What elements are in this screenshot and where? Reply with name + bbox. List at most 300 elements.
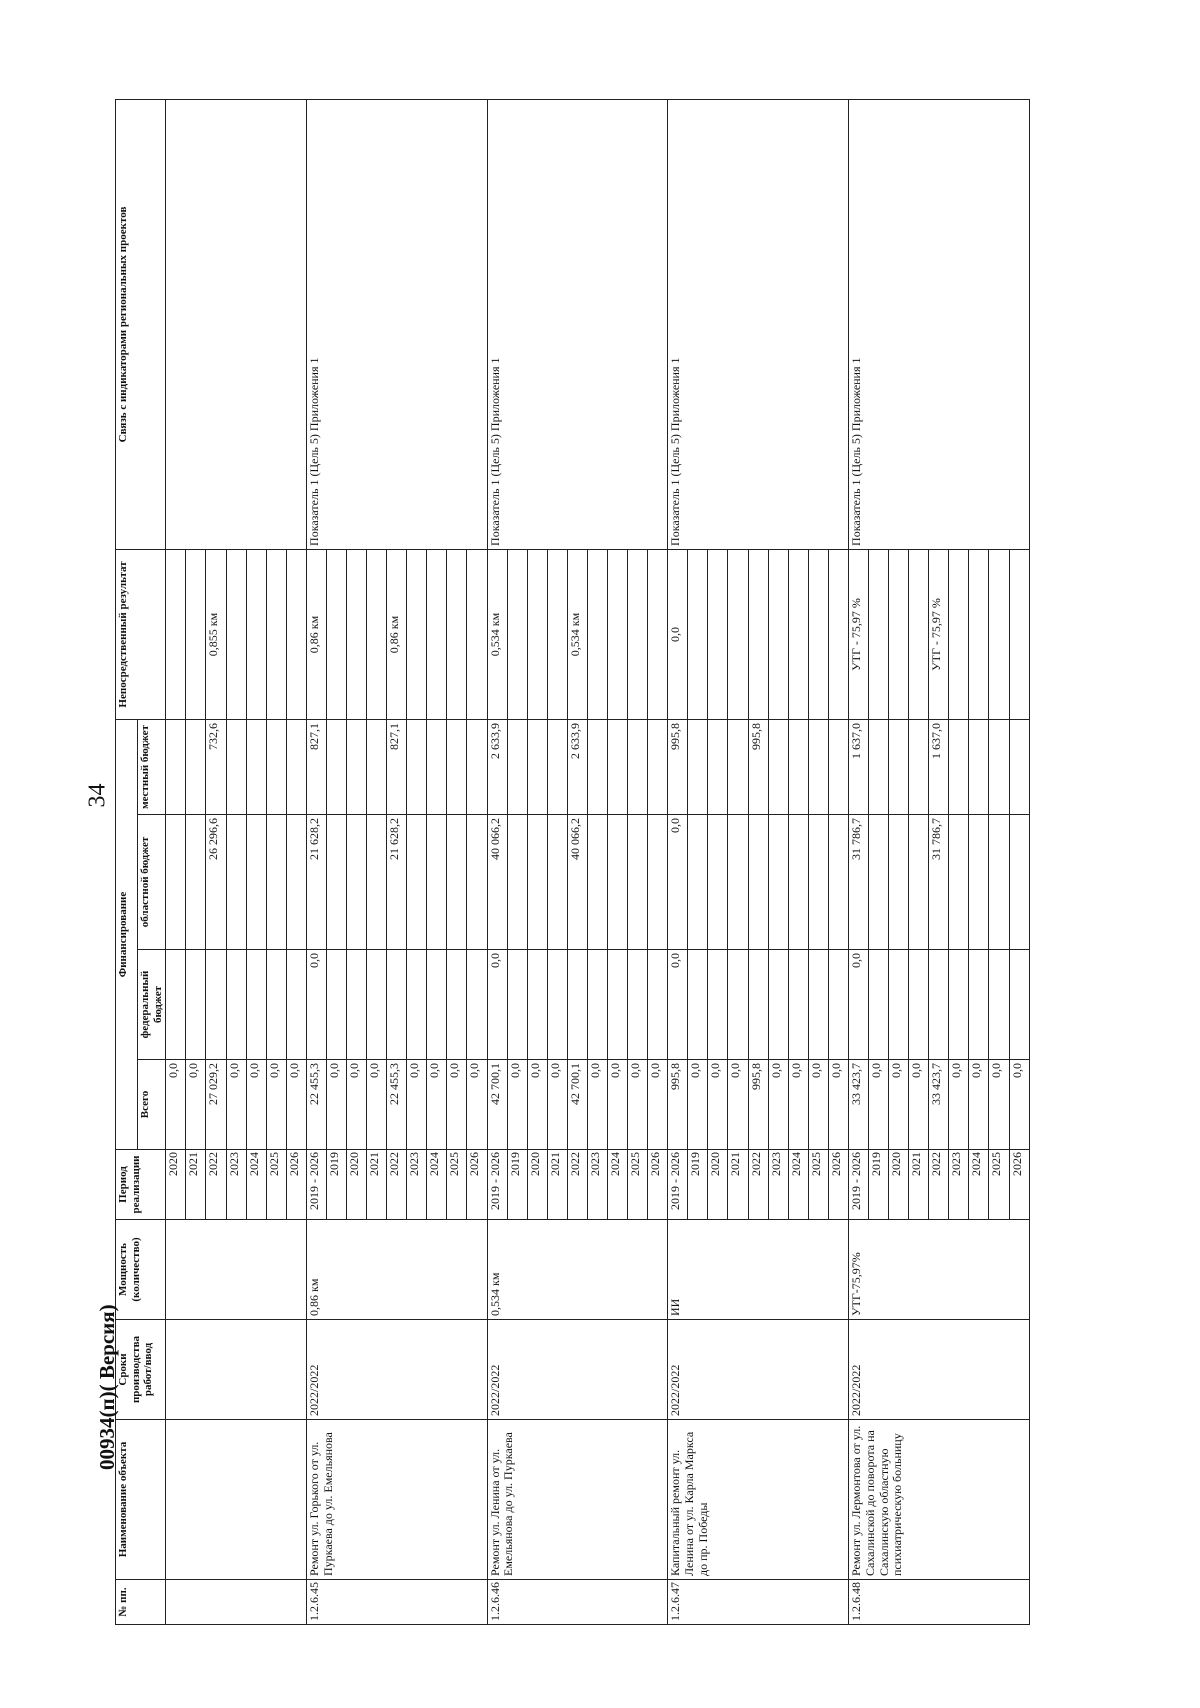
- object-regional-cell: 0,0: [668, 815, 688, 950]
- object-period-cell: 2019 - 2026: [668, 1150, 688, 1220]
- object-total-cell: 22 455,3: [306, 1060, 326, 1150]
- object-local-cell: 995,8: [668, 719, 688, 814]
- year-cell: 2025: [989, 1150, 1009, 1220]
- regional-cell: [1009, 815, 1029, 950]
- object-federal-cell: 0,0: [668, 950, 688, 1060]
- header-financing: Финансирование: [116, 719, 138, 1149]
- year-cell: 2021: [186, 1150, 206, 1220]
- regional-cell: [889, 815, 909, 950]
- result-cell: [869, 549, 889, 719]
- regional-cell: [989, 815, 1009, 950]
- federal-cell: [909, 950, 929, 1060]
- total-cell: 0,0: [869, 1060, 889, 1150]
- result-cell: [949, 549, 969, 719]
- federal-cell: [246, 950, 266, 1060]
- object-period-cell: 2019 - 2026: [487, 1150, 507, 1220]
- object-period-cell: 2019 - 2026: [848, 1150, 868, 1220]
- table-row: [166, 99, 186, 1624]
- cont-capacity-cell: [166, 1220, 307, 1320]
- result-cell: [507, 549, 527, 719]
- regional-cell: [186, 815, 206, 950]
- result-cell: [788, 549, 808, 719]
- regional-cell: [507, 815, 527, 950]
- local-cell: [427, 719, 447, 814]
- federal-cell: [949, 950, 969, 1060]
- local-cell: [969, 719, 989, 814]
- local-cell: [326, 719, 346, 814]
- regional-cell: [869, 815, 889, 950]
- local-cell: [226, 719, 246, 814]
- regional-cell: [828, 815, 848, 950]
- federal-cell: [186, 950, 206, 1060]
- regional-cell: [768, 815, 788, 950]
- federal-cell: [587, 950, 607, 1060]
- local-cell: [547, 719, 567, 814]
- regional-cell: [788, 815, 808, 950]
- header-period: Период реализации: [116, 1150, 166, 1220]
- object-result-cell: 0,0: [668, 549, 688, 719]
- year-cell: 2024: [246, 1150, 266, 1220]
- regional-cell: [266, 815, 286, 950]
- result-cell: 0,86 км: [387, 549, 407, 719]
- total-cell: 0,0: [648, 1060, 668, 1150]
- object-regional-cell: 40 066,2: [487, 815, 507, 950]
- total-cell: 0,0: [989, 1060, 1009, 1150]
- federal-cell: [929, 950, 949, 1060]
- header-regional: областной бюджет: [138, 815, 166, 950]
- federal-cell: [547, 950, 567, 1060]
- object-terms-cell: 2022/2022: [848, 1320, 1029, 1420]
- total-cell: 0,0: [447, 1060, 467, 1150]
- local-cell: [507, 719, 527, 814]
- local-cell: [447, 719, 467, 814]
- result-cell: [427, 549, 447, 719]
- object-local-cell: 827,1: [306, 719, 326, 814]
- regional-cell: [748, 815, 768, 950]
- federal-cell: [206, 950, 226, 1060]
- year-cell: 2022: [748, 1150, 768, 1220]
- federal-cell: [427, 950, 447, 1060]
- year-cell: 2025: [808, 1150, 828, 1220]
- total-cell: 0,0: [226, 1060, 246, 1150]
- federal-cell: [507, 950, 527, 1060]
- page-number: 34: [84, 783, 111, 808]
- object-federal-cell: 0,0: [487, 950, 507, 1060]
- federal-cell: [467, 950, 487, 1060]
- regional-cell: 31 786,7: [929, 815, 949, 950]
- result-cell: [1009, 549, 1029, 719]
- object-capacity-cell: 0,534 км: [487, 1220, 668, 1320]
- result-cell: [407, 549, 427, 719]
- federal-cell: [367, 950, 387, 1060]
- local-cell: 827,1: [387, 719, 407, 814]
- federal-cell: [608, 950, 628, 1060]
- regional-cell: 26 296,6: [206, 815, 226, 950]
- cont-name-cell: [166, 1420, 307, 1580]
- federal-cell: [447, 950, 467, 1060]
- header-result: Непосредственный результат: [116, 549, 166, 719]
- object-name-cell: Капитальный ремонт ул. Ленина от ул. Карла Маркса до пр. Победы: [668, 1420, 849, 1580]
- local-cell: [246, 719, 266, 814]
- result-cell: [828, 549, 848, 719]
- object-total-cell: 995,8: [668, 1060, 688, 1150]
- result-cell: [708, 549, 728, 719]
- header-name: Наименование объекта: [116, 1420, 166, 1580]
- federal-cell: [1009, 950, 1029, 1060]
- regional-cell: [708, 815, 728, 950]
- regional-cell: [166, 815, 186, 950]
- federal-cell: [346, 950, 366, 1060]
- regional-cell: [688, 815, 708, 950]
- total-cell: 0,0: [266, 1060, 286, 1150]
- result-cell: [246, 549, 266, 719]
- result-cell: [989, 549, 1009, 719]
- year-cell: 2020: [166, 1150, 186, 1220]
- result-cell: [527, 549, 547, 719]
- total-cell: 0,0: [969, 1060, 989, 1150]
- regional-cell: [226, 815, 246, 950]
- total-cell: 0,0: [768, 1060, 788, 1150]
- year-cell: 2024: [788, 1150, 808, 1220]
- year-cell: 2026: [828, 1150, 848, 1220]
- table-row: [306, 99, 326, 1624]
- regional-cell: [587, 815, 607, 950]
- local-cell: [949, 719, 969, 814]
- regional-cell: [326, 815, 346, 950]
- local-cell: [587, 719, 607, 814]
- table-body: [166, 99, 1030, 1624]
- regional-cell: [286, 815, 306, 950]
- local-cell: [286, 719, 306, 814]
- total-cell: 0,0: [527, 1060, 547, 1150]
- table-row: [487, 99, 507, 1624]
- year-cell: 2023: [226, 1150, 246, 1220]
- year-cell: 2021: [367, 1150, 387, 1220]
- federal-cell: [869, 950, 889, 1060]
- result-cell: [346, 549, 366, 719]
- regional-cell: [346, 815, 366, 950]
- local-cell: [367, 719, 387, 814]
- federal-cell: [808, 950, 828, 1060]
- year-cell: 2023: [587, 1150, 607, 1220]
- result-cell: [648, 549, 668, 719]
- header-num: № пп.: [116, 1580, 166, 1625]
- total-cell: 0,0: [326, 1060, 346, 1150]
- result-cell: [768, 549, 788, 719]
- total-cell: 0,0: [949, 1060, 969, 1150]
- year-cell: 2019: [507, 1150, 527, 1220]
- year-cell: 2026: [648, 1150, 668, 1220]
- regional-cell: [808, 815, 828, 950]
- result-cell: [909, 549, 929, 719]
- table-row: [848, 99, 868, 1624]
- year-cell: 2023: [949, 1150, 969, 1220]
- regional-cell: [728, 815, 748, 950]
- year-cell: 2021: [909, 1150, 929, 1220]
- total-cell: 0,0: [587, 1060, 607, 1150]
- regional-cell: [608, 815, 628, 950]
- federal-cell: [708, 950, 728, 1060]
- local-cell: [467, 719, 487, 814]
- object-capacity-cell: 0,86 км: [306, 1220, 487, 1320]
- object-num-cell: 1.2.6.46: [487, 1580, 668, 1625]
- result-cell: [889, 549, 909, 719]
- local-cell: [407, 719, 427, 814]
- object-result-cell: 0,534 км: [487, 549, 507, 719]
- year-cell: 2024: [427, 1150, 447, 1220]
- object-terms-cell: 2022/2022: [668, 1320, 849, 1420]
- federal-cell: [648, 950, 668, 1060]
- local-cell: 732,6: [206, 719, 226, 814]
- total-cell: 0,0: [608, 1060, 628, 1150]
- result-cell: [688, 549, 708, 719]
- object-name-cell: Ремонт ул. Лермонтова от ул. Сахалинской до поворота на Сахалинскую областную психиатрическую больницу: [848, 1420, 1029, 1580]
- object-link-cell: Показатель 1 (Цель 5) Приложения 1: [487, 99, 668, 549]
- regional-cell: [407, 815, 427, 950]
- result-cell: [286, 549, 306, 719]
- regional-cell: [447, 815, 467, 950]
- table-row: [668, 99, 688, 1624]
- regional-cell: 40 066,2: [567, 815, 587, 950]
- total-cell: 0,0: [808, 1060, 828, 1150]
- total-cell: 0,0: [547, 1060, 567, 1150]
- result-cell: [587, 549, 607, 719]
- local-cell: [788, 719, 808, 814]
- year-cell: 2019: [869, 1150, 889, 1220]
- result-cell: [326, 549, 346, 719]
- result-cell: [808, 549, 828, 719]
- object-link-cell: Показатель 1 (Цель 5) Приложения 1: [306, 99, 487, 549]
- header-local: местный бюджет: [138, 719, 166, 814]
- regional-cell: [969, 815, 989, 950]
- object-total-cell: 33 423,7: [848, 1060, 868, 1150]
- regional-cell: [467, 815, 487, 950]
- total-cell: 995,8: [748, 1060, 768, 1150]
- regional-cell: [246, 815, 266, 950]
- result-cell: [467, 549, 487, 719]
- year-cell: 2024: [608, 1150, 628, 1220]
- local-cell: 1 637,0: [929, 719, 949, 814]
- year-cell: 2021: [547, 1150, 567, 1220]
- object-num-cell: 1.2.6.47: [668, 1580, 849, 1625]
- local-cell: [828, 719, 848, 814]
- federal-cell: [728, 950, 748, 1060]
- regional-cell: [547, 815, 567, 950]
- total-cell: 0,0: [346, 1060, 366, 1150]
- result-cell: [547, 549, 567, 719]
- local-cell: [768, 719, 788, 814]
- total-cell: 0,0: [708, 1060, 728, 1150]
- total-cell: 0,0: [889, 1060, 909, 1150]
- result-cell: [608, 549, 628, 719]
- total-cell: 0,0: [688, 1060, 708, 1150]
- object-total-cell: 42 700,1: [487, 1060, 507, 1150]
- header-total: Всего: [138, 1060, 166, 1150]
- total-cell: 0,0: [909, 1060, 929, 1150]
- local-cell: [869, 719, 889, 814]
- local-cell: [989, 719, 1009, 814]
- year-cell: 2025: [628, 1150, 648, 1220]
- local-cell: [889, 719, 909, 814]
- local-cell: [909, 719, 929, 814]
- federal-cell: [889, 950, 909, 1060]
- local-cell: [266, 719, 286, 814]
- result-cell: 0,534 км: [567, 549, 587, 719]
- federal-cell: [628, 950, 648, 1060]
- object-capacity-cell: ИИ: [668, 1220, 849, 1320]
- federal-cell: [748, 950, 768, 1060]
- year-cell: 2020: [346, 1150, 366, 1220]
- total-cell: 0,0: [367, 1060, 387, 1150]
- federal-cell: [788, 950, 808, 1060]
- year-cell: 2022: [387, 1150, 407, 1220]
- year-cell: 2022: [567, 1150, 587, 1220]
- object-regional-cell: 21 628,2: [306, 815, 326, 950]
- total-cell: 0,0: [407, 1060, 427, 1150]
- federal-cell: [989, 950, 1009, 1060]
- federal-cell: [226, 950, 246, 1060]
- cont-num-cell: [166, 1580, 307, 1625]
- document-version: 00934(п)( Версия): [95, 1304, 119, 1470]
- result-cell: УТГ - 75,97 %: [929, 549, 949, 719]
- result-cell: [186, 549, 206, 719]
- total-cell: 0,0: [246, 1060, 266, 1150]
- regional-cell: [367, 815, 387, 950]
- total-cell: 0,0: [628, 1060, 648, 1150]
- year-cell: 2023: [407, 1150, 427, 1220]
- object-terms-cell: 2022/2022: [487, 1320, 668, 1420]
- object-link-cell: Показатель 1 (Цель 5) Приложения 1: [848, 99, 1029, 549]
- year-cell: 2024: [969, 1150, 989, 1220]
- year-cell: 2020: [527, 1150, 547, 1220]
- year-cell: 2022: [929, 1150, 949, 1220]
- total-cell: 0,0: [507, 1060, 527, 1150]
- year-cell: 2019: [688, 1150, 708, 1220]
- regional-cell: [628, 815, 648, 950]
- total-cell: 0,0: [828, 1060, 848, 1150]
- cont-link-cell: [166, 99, 307, 549]
- federal-cell: [266, 950, 286, 1060]
- header-terms: Сроки производства работ/ввод: [116, 1320, 166, 1420]
- total-cell: 0,0: [186, 1060, 206, 1150]
- financing-table: [115, 99, 1030, 1625]
- local-cell: [628, 719, 648, 814]
- total-cell: 27 029,2: [206, 1060, 226, 1150]
- year-cell: 2021: [728, 1150, 748, 1220]
- result-cell: [166, 549, 186, 719]
- object-num-cell: 1.2.6.45: [306, 1580, 487, 1625]
- result-cell: 0,855 км: [206, 549, 226, 719]
- local-cell: [808, 719, 828, 814]
- federal-cell: [527, 950, 547, 1060]
- result-cell: [447, 549, 467, 719]
- federal-cell: [969, 950, 989, 1060]
- result-cell: [367, 549, 387, 719]
- result-cell: [748, 549, 768, 719]
- regional-cell: [909, 815, 929, 950]
- local-cell: [346, 719, 366, 814]
- total-cell: 0,0: [427, 1060, 447, 1150]
- total-cell: 22 455,3: [387, 1060, 407, 1150]
- object-capacity-cell: УТГ-75,97%: [848, 1220, 1029, 1320]
- total-cell: 0,0: [788, 1060, 808, 1150]
- result-cell: [628, 549, 648, 719]
- object-result-cell: 0,86 км: [306, 549, 326, 719]
- local-cell: [608, 719, 628, 814]
- regional-cell: [527, 815, 547, 950]
- year-cell: 2019: [326, 1150, 346, 1220]
- total-cell: 33 423,7: [929, 1060, 949, 1150]
- federal-cell: [166, 950, 186, 1060]
- result-cell: [969, 549, 989, 719]
- local-cell: [648, 719, 668, 814]
- local-cell: [688, 719, 708, 814]
- regional-cell: 21 628,2: [387, 815, 407, 950]
- federal-cell: [387, 950, 407, 1060]
- result-cell: [266, 549, 286, 719]
- year-cell: 2020: [708, 1150, 728, 1220]
- regional-cell: [427, 815, 447, 950]
- object-link-cell: Показатель 1 (Цель 5) Приложения 1: [668, 99, 849, 549]
- object-period-cell: 2019 - 2026: [306, 1150, 326, 1220]
- local-cell: [166, 719, 186, 814]
- federal-cell: [828, 950, 848, 1060]
- local-cell: [527, 719, 547, 814]
- federal-cell: [326, 950, 346, 1060]
- federal-cell: [688, 950, 708, 1060]
- year-cell: 2026: [467, 1150, 487, 1220]
- result-cell: [226, 549, 246, 719]
- total-cell: 0,0: [467, 1060, 487, 1150]
- year-cell: 2026: [1009, 1150, 1029, 1220]
- total-cell: 0,0: [286, 1060, 306, 1150]
- local-cell: 995,8: [748, 719, 768, 814]
- year-cell: 2026: [286, 1150, 306, 1220]
- object-name-cell: Ремонт ул. Горького от ул. Пуркаева до ул. Емельянова: [306, 1420, 487, 1580]
- object-federal-cell: 0,0: [306, 950, 326, 1060]
- local-cell: [708, 719, 728, 814]
- regional-cell: [648, 815, 668, 950]
- object-regional-cell: 31 786,7: [848, 815, 868, 950]
- local-cell: [1009, 719, 1029, 814]
- federal-cell: [407, 950, 427, 1060]
- total-cell: 0,0: [1009, 1060, 1029, 1150]
- year-cell: 2025: [266, 1150, 286, 1220]
- total-cell: 42 700,1: [567, 1060, 587, 1150]
- federal-cell: [567, 950, 587, 1060]
- rotated-table-container: [115, 100, 1030, 1625]
- object-terms-cell: 2022/2022: [306, 1320, 487, 1420]
- year-cell: 2022: [206, 1150, 226, 1220]
- header-link: Связь с индикаторами региональных проектов: [116, 99, 166, 549]
- local-cell: [186, 719, 206, 814]
- object-federal-cell: 0,0: [848, 950, 868, 1060]
- total-cell: 0,0: [166, 1060, 186, 1150]
- result-cell: [728, 549, 748, 719]
- year-cell: 2025: [447, 1150, 467, 1220]
- object-name-cell: Ремонт ул. Ленина от ул. Емельянова до ул. Пуркаева: [487, 1420, 668, 1580]
- object-result-cell: УТГ - 75,97 %: [848, 549, 868, 719]
- local-cell: 2 633,9: [567, 719, 587, 814]
- federal-cell: [768, 950, 788, 1060]
- cont-terms-cell: [166, 1320, 307, 1420]
- object-local-cell: 1 637,0: [848, 719, 868, 814]
- header-capacity: Мощность (количество): [116, 1220, 166, 1320]
- regional-cell: [949, 815, 969, 950]
- total-cell: 0,0: [728, 1060, 748, 1150]
- object-local-cell: 2 633,9: [487, 719, 507, 814]
- federal-cell: [286, 950, 306, 1060]
